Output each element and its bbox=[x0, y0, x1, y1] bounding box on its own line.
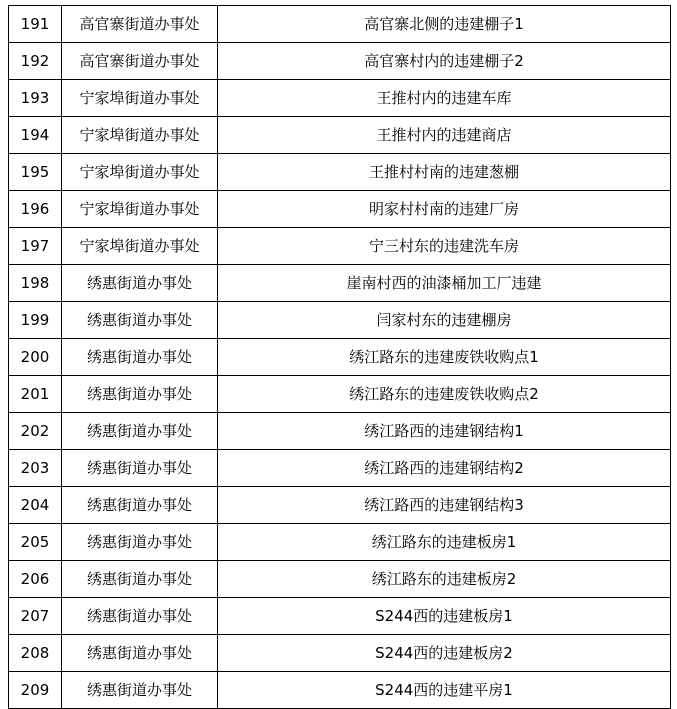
row-number: 209 bbox=[9, 672, 62, 709]
row-number: 192 bbox=[9, 43, 62, 80]
violation-description: 王推村村南的违建葱棚 bbox=[218, 154, 671, 191]
row-number: 191 bbox=[9, 6, 62, 43]
table-row bbox=[9, 598, 671, 635]
violation-description: 王推村内的违建商店 bbox=[218, 117, 671, 154]
office-name: 绣惠街道办事处 bbox=[62, 302, 218, 339]
violation-description: 绣江路东的违建废铁收购点1 bbox=[218, 339, 671, 376]
row-number: 201 bbox=[9, 376, 62, 413]
row-number: 204 bbox=[9, 487, 62, 524]
violation-description: 王推村内的违建车库 bbox=[218, 80, 671, 117]
office-name: 绣惠街道办事处 bbox=[62, 450, 218, 487]
office-name: 绣惠街道办事处 bbox=[62, 635, 218, 672]
row-number: 206 bbox=[9, 561, 62, 598]
office-name: 绣惠街道办事处 bbox=[62, 561, 218, 598]
row-number: 203 bbox=[9, 450, 62, 487]
violation-description: 高官寨北侧的违建棚子1 bbox=[218, 6, 671, 43]
violation-description: 高官寨村内的违建棚子2 bbox=[218, 43, 671, 80]
violation-description: 崖南村西的油漆桶加工厂违建 bbox=[218, 265, 671, 302]
office-name: 绣惠街道办事处 bbox=[62, 672, 218, 709]
table-row bbox=[9, 376, 671, 413]
office-name: 绣惠街道办事处 bbox=[62, 487, 218, 524]
office-name: 绣惠街道办事处 bbox=[62, 598, 218, 635]
violation-description: 宁三村东的违建洗车房 bbox=[218, 228, 671, 265]
row-number: 208 bbox=[9, 635, 62, 672]
office-name: 宁家埠街道办事处 bbox=[62, 154, 218, 191]
violation-list-table-container bbox=[8, 5, 670, 709]
table-row bbox=[9, 80, 671, 117]
table-row bbox=[9, 228, 671, 265]
office-name: 宁家埠街道办事处 bbox=[62, 228, 218, 265]
office-name: 宁家埠街道办事处 bbox=[62, 80, 218, 117]
row-number: 202 bbox=[9, 413, 62, 450]
office-name: 绣惠街道办事处 bbox=[62, 524, 218, 561]
violation-description: S244西的违建板房1 bbox=[218, 598, 671, 635]
table-row bbox=[9, 413, 671, 450]
row-number: 195 bbox=[9, 154, 62, 191]
table-row bbox=[9, 450, 671, 487]
row-number: 199 bbox=[9, 302, 62, 339]
violation-description: 绣江路西的违建钢结构2 bbox=[218, 450, 671, 487]
table-row bbox=[9, 487, 671, 524]
table-row bbox=[9, 672, 671, 709]
office-name: 绣惠街道办事处 bbox=[62, 413, 218, 450]
violation-description: 明家村村南的违建厂房 bbox=[218, 191, 671, 228]
violation-description: 绣江路东的违建废铁收购点2 bbox=[218, 376, 671, 413]
row-number: 200 bbox=[9, 339, 62, 376]
row-number: 198 bbox=[9, 265, 62, 302]
row-number: 197 bbox=[9, 228, 62, 265]
table-row bbox=[9, 117, 671, 154]
office-name: 宁家埠街道办事处 bbox=[62, 117, 218, 154]
office-name: 高官寨街道办事处 bbox=[62, 43, 218, 80]
table-row bbox=[9, 6, 671, 43]
row-number: 194 bbox=[9, 117, 62, 154]
table-row bbox=[9, 561, 671, 598]
violation-description: S244西的违建板房2 bbox=[218, 635, 671, 672]
table-row bbox=[9, 339, 671, 376]
violation-description: 绣江路东的违建板房2 bbox=[218, 561, 671, 598]
violation-list-table bbox=[8, 5, 671, 709]
office-name: 绣惠街道办事处 bbox=[62, 376, 218, 413]
table-row bbox=[9, 43, 671, 80]
office-name: 宁家埠街道办事处 bbox=[62, 191, 218, 228]
violation-description: 绣江路西的违建钢结构3 bbox=[218, 487, 671, 524]
violation-description: 绣江路东的违建板房1 bbox=[218, 524, 671, 561]
office-name: 绣惠街道办事处 bbox=[62, 265, 218, 302]
office-name: 高官寨街道办事处 bbox=[62, 6, 218, 43]
violation-description: 绣江路西的违建钢结构1 bbox=[218, 413, 671, 450]
row-number: 207 bbox=[9, 598, 62, 635]
table-row bbox=[9, 191, 671, 228]
table-row bbox=[9, 635, 671, 672]
violation-description: S244西的违建平房1 bbox=[218, 672, 671, 709]
row-number: 196 bbox=[9, 191, 62, 228]
row-number: 193 bbox=[9, 80, 62, 117]
table-row bbox=[9, 265, 671, 302]
violation-description: 闫家村东的违建棚房 bbox=[218, 302, 671, 339]
table-row bbox=[9, 524, 671, 561]
row-number: 205 bbox=[9, 524, 62, 561]
table-body bbox=[9, 6, 671, 709]
table-row bbox=[9, 302, 671, 339]
table-row bbox=[9, 154, 671, 191]
office-name: 绣惠街道办事处 bbox=[62, 339, 218, 376]
